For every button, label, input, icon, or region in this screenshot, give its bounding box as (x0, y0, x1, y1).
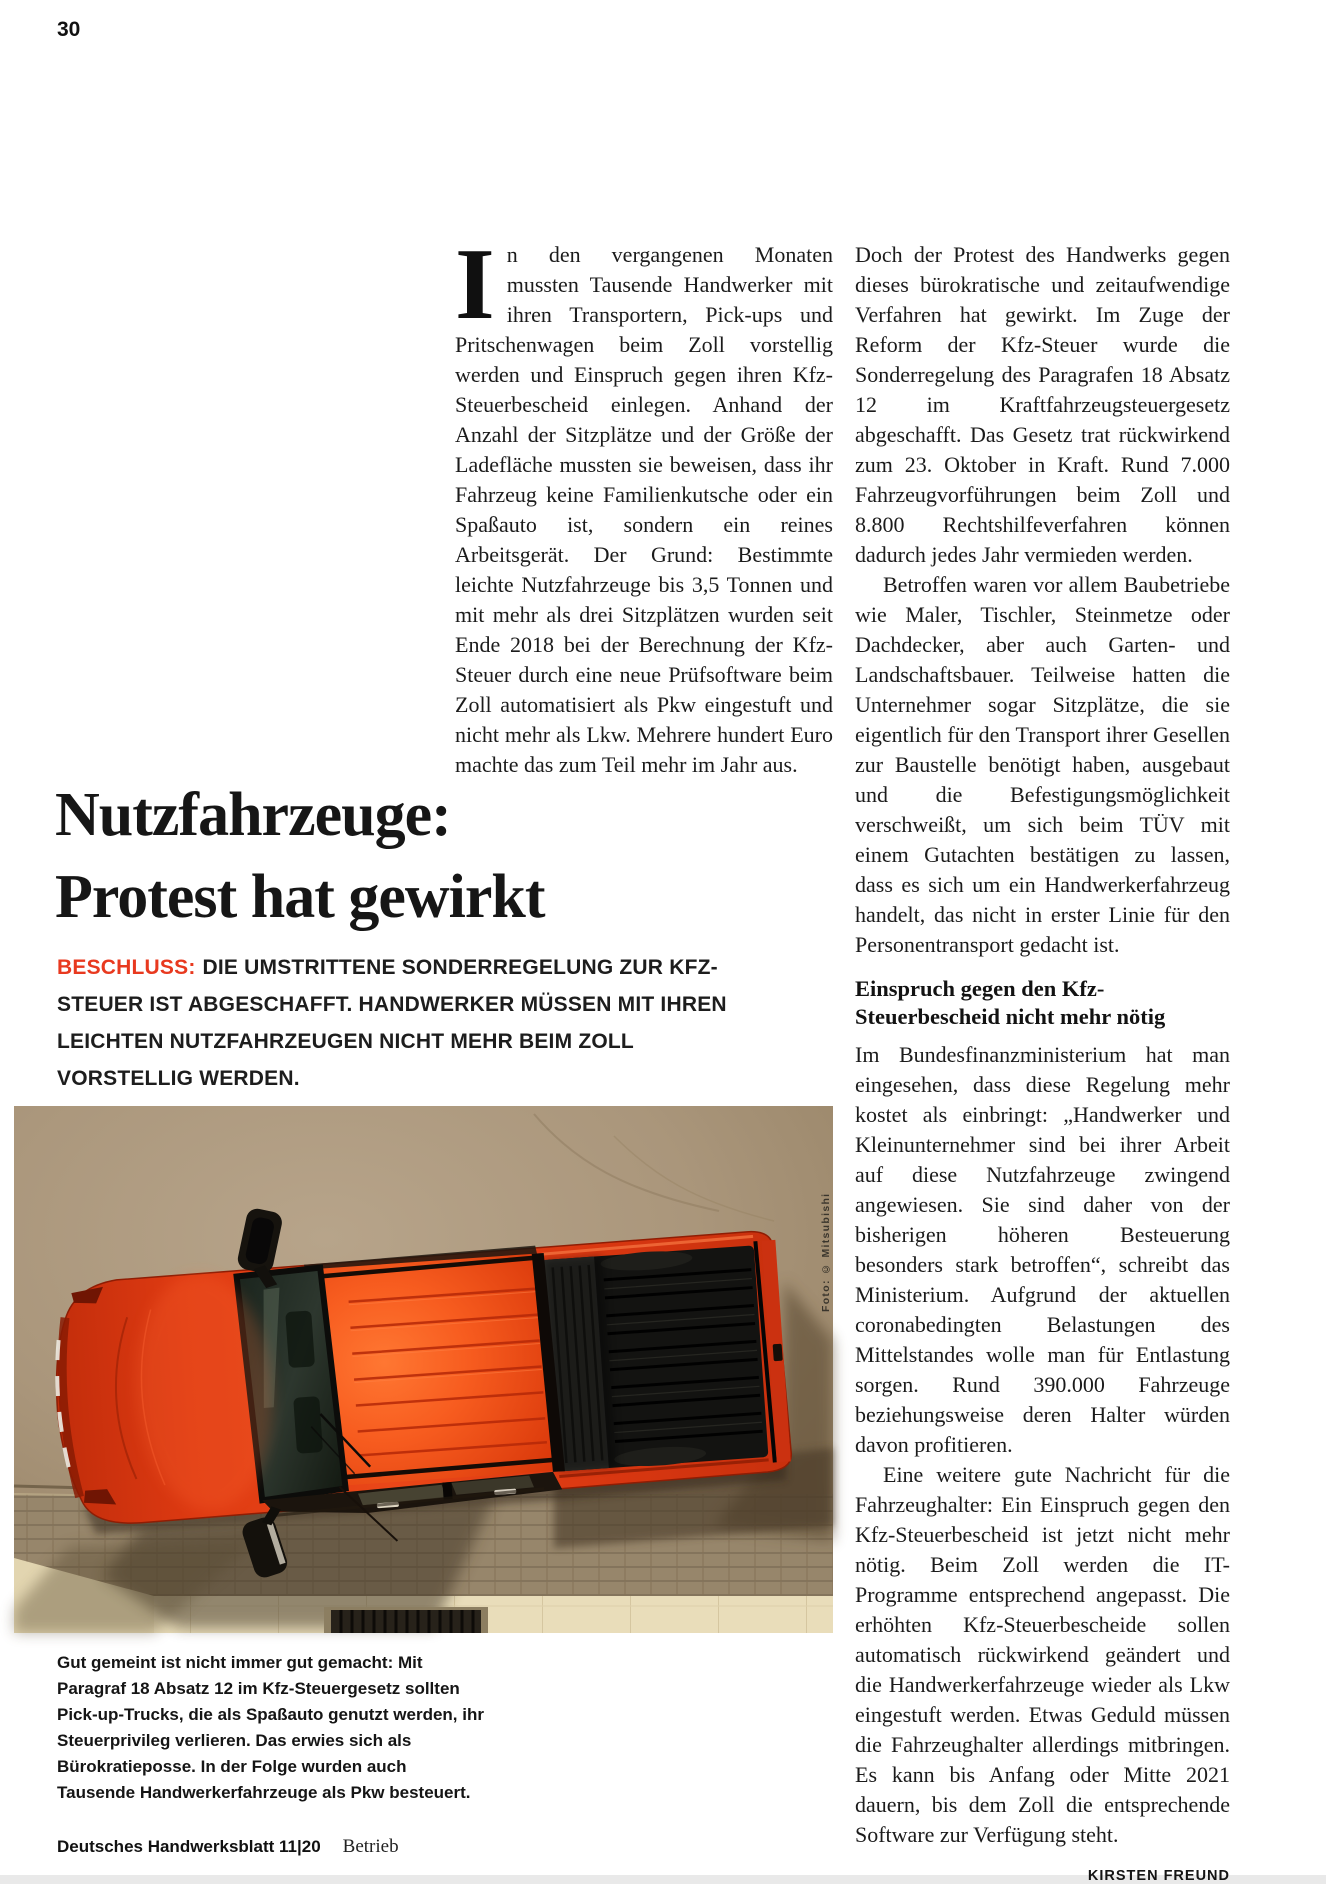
headline-line-1: Nutzfahrzeuge: (55, 781, 451, 849)
kicker-label: BESCHLUSS: (57, 956, 196, 979)
headline-line-2: Protest hat gewirkt (55, 863, 545, 931)
cargo-bed (544, 1244, 768, 1472)
page-footer (57, 1836, 399, 1858)
article-headline (55, 774, 735, 938)
photo-caption: Gut gemeint ist nicht immer gut gemacht: Mit Paragraf 18 Absatz 12 im Kfz-Steuergesetz sollten Pick-up-Trucks, die als Spaßauto genutzt werden, ihr Steuerprivileg verlieren. Das erwies sich als Bürokratieposse. In der Folge wurden auch Tausende Handwerkerfahrzeuge als Pkw besteuert. (57, 1653, 484, 1802)
author-byline: KIRSTEN FREUND (1087, 1868, 1230, 1884)
intro-paragraph (455, 228, 833, 780)
page-number: 30 (57, 18, 81, 41)
truck-top-view-photo (14, 1106, 833, 1633)
paragraph-gute-nachricht: Eine weitere gute Nachricht für die Fahrzeughalter: Ein Einspruch gegen den Kfz-Steuerbescheid ist jetzt nicht mehr nötig. Beim Zoll werden die IT-Programme entsprechend angepasst. Die erhöhten Kfz-Steuerbescheide sollen automatisch rückwirkend geändert und die Handwerkerfahrzeuge wieder als Lkw eingestuft werden. Etwas Geduld müssen die Fahrzeughalter allerdings mitbringen. Es kann bis Anfang oder Mitte 2021 dauern, bis dem Zoll die entsprechende Software zur Verfügung steht. (855, 1462, 1230, 1847)
paragraph-ministerium: Im Bundesfinanzministerium hat man eingesehen, dass diese Regelung mehr kostet als einbringt: „Handwerker und Kleinunternehmer sind bei ihrer Arbeit auf diese Nutzfahrzeuge zwingend angewiesen. Sie sind daher von der bisherigen höheren Besteuerung besonders stark betroffen“, schreibt das Ministerium. Aufgrund der aktuellen coronabedingten Belastungen des Mittelstandes wolle man für Entlastung sorgen. Rund 390.000 Fahrzeuge beziehungsweise deren Halter würden davon profitieren. (855, 1042, 1230, 1457)
truck-illustration (14, 1106, 833, 1633)
body-text-column-1 (455, 228, 833, 780)
photo-credit: Foto: © Mitsubishi (820, 1192, 832, 1312)
drop-cap: I (455, 228, 495, 341)
footer-section: Betrieb (342, 1836, 399, 1857)
standfirst (57, 949, 747, 1097)
intro-text: n den vergangenen Monaten mussten Tausende Handwerker mit ihren Transportern, Pick-ups und Pritschenwagen beim Zoll vorstellig werden und Einspruch gegen ihren Kfz-Steuerbescheid einlegen. Anhand der Anzahl der Sitzplätze und der Größe der Ladefläche mussten sie beweisen, dass ihr Fahrzeug keine Familienkutsche oder ein Spaßauto ist, sondern ein reines Arbeitsgerät. Der Grund: Bestimmte leichte Nutzfahrzeuge bis 3,5 Tonnen und mit mehr als drei Sitzplätzen wurden seit Ende 2018 bei der Berechnung der Kfz-Steuer durch eine neue Prüfsoftware beim Zoll automatisiert als Pkw eingestuft und nicht mehr als Lkw. Mehrere hundert Euro machte das zum Teil mehr im Jahr aus. (455, 242, 833, 777)
drain-grate (324, 1607, 488, 1633)
footer-publication: Deutsches Handwerksblatt 11|20 (57, 1837, 321, 1856)
paragraph-protest: Doch der Protest des Handwerks gegen dieses bürokratische und zeitaufwendige Verfahren hat gewirkt. Im Zuge der Reform der Kfz-Steuer wurde die Sonderregelung des Paragrafen 18 Absatz 12 im Kraftfahrzeugsteuergesetz abgeschafft. Das Gesetz trat rückwirkend zum 23. Oktober in Kraft. Rund 7.000 Fahrzeugvorführungen beim Zoll und 8.800 Rechtshilfeverfahren können dadurch jedes Jahr vermieden werden. (855, 242, 1230, 567)
standfirst-text: DIE UMSTRITTENE SONDERREGELUNG ZUR KFZ-STEUER IST ABGESCHAFFT. HANDWERKER MÜSSEN MIT IHREN LEICHTEN NUTZFAHRZEUGEN NICHT MEHR BEIM ZOLL VORSTELLIG WERDEN. (57, 956, 727, 1090)
subheading-einspruch: Einspruch gegen den Kfz-Steuerbescheid nicht mehr nötig (855, 976, 1166, 1029)
paragraph-betroffene: Betroffen waren vor allem Baubetriebe wie Maler, Tischler, Steinmetze oder Dachdecker, aber auch Garten- und Landschaftsbauer. Teilweise hatten die Unternehmer sogar Sitzplätze, die sie eigentlich für den Transport ihrer Gesellen zur Baustelle benötigt haben, ausgebaut und die Befestigungsmöglichkeit verschweißt, um sich beim TÜV mit einem Gutachten bestätigen zu lassen, dass es sich um ein Handwerkerfahrzeug handelt, das nicht in erster Linie für den Personentransport gedacht ist. (855, 572, 1230, 957)
body-text-column-2 (855, 240, 1230, 1884)
